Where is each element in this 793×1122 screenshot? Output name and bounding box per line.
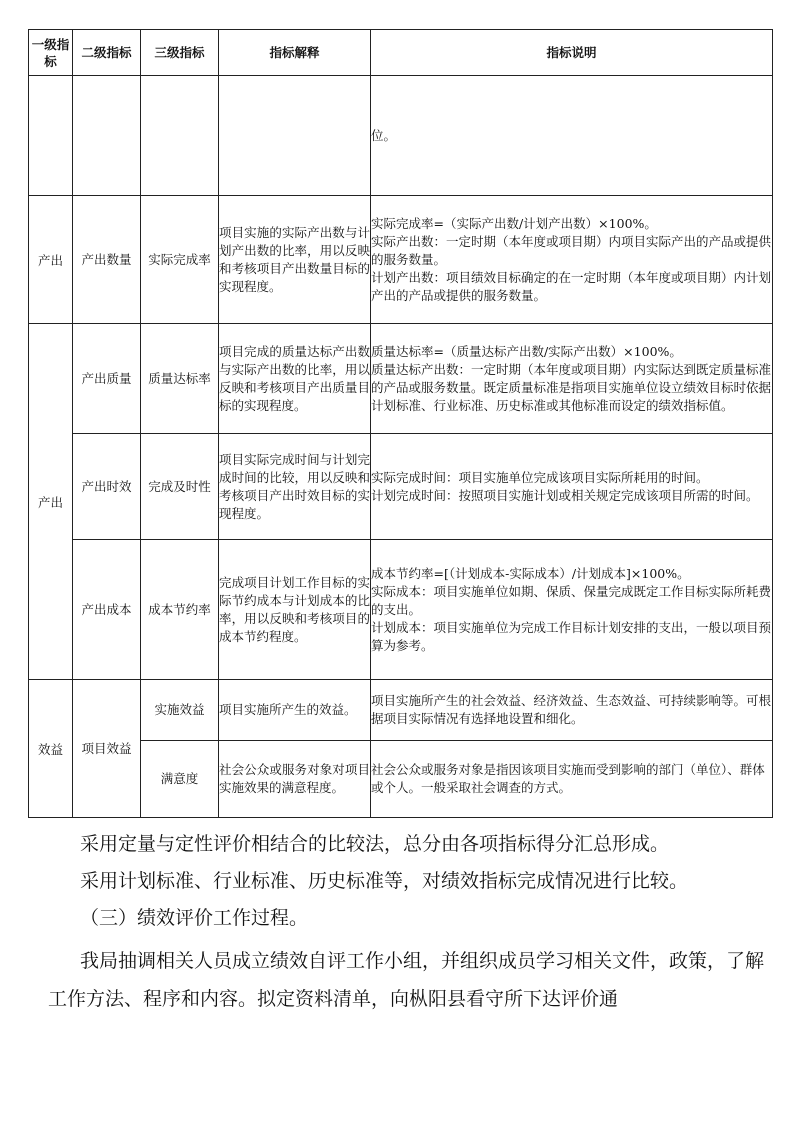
notes-cell — [371, 434, 773, 540]
note-line: 计划产出数：项目绩效目标确定的在一定时期（本年度或项目期）内计划产出的产品或提供的服务数量。 — [371, 269, 772, 303]
paragraph: 采用计划标准、行业标准、历史标准等，对绩效指标完成情况进行比较。 — [80, 870, 689, 892]
table-row — [29, 324, 773, 434]
indicator-table — [28, 29, 773, 818]
explanation-cell: 项目实施的实际产出数与计划产出数的比率，用以反映和考核项目产出数量目标的实现程度。 — [219, 196, 371, 324]
note-line: 质量达标率=（质量达标产出数/实际产出数）×100%。 — [371, 343, 682, 359]
empty-cell — [73, 76, 141, 196]
note-line: 项目实施所产生的社会效益、经济效益、生态效益、可持续影响等。可根据项目实际情况有选择地设置和细化。 — [371, 693, 772, 726]
table-header-row — [29, 30, 773, 76]
note-line: 社会公众或服务对象是指因该项目实施而受到影响的部门（单位）、群体或个人。一般采取社会调查的方式。 — [371, 762, 765, 795]
explanation-cell: 社会公众或服务对象对项目实施效果的满意程度。 — [219, 741, 371, 818]
note-line: 实际完成时间：项目实施单位完成该项目实际所耗用的时间。 — [371, 469, 709, 485]
empty-cell — [219, 76, 371, 196]
table-row — [29, 741, 773, 818]
level3-cell: 满意度 — [141, 741, 219, 818]
notes-cell — [371, 540, 773, 680]
header-level1: 一级指标 — [29, 30, 73, 76]
paragraph: 采用定量与定性评价相结合的比较法，总分由各项指标得分汇总形成。 — [80, 833, 670, 855]
level3-cell: 实际完成率 — [141, 196, 219, 324]
table-row — [29, 434, 773, 540]
explanation-cell: 项目实际完成时间与计划完成时间的比较，用以反映和考核项目产出时效目标的实现程度。 — [219, 434, 371, 540]
empty-cell — [29, 76, 73, 196]
explanation-cell: 项目完成的质量达标产出数与实际产出数的比率，用以反映和考核项目产出质量目标的实现程度。 — [219, 324, 371, 434]
note-line: 成本节约率=[（计划成本-实际成本）/计划成本]×100%。 — [371, 565, 690, 581]
level2-cell: 产出成本 — [73, 540, 141, 680]
table-row — [29, 680, 773, 741]
level2-cell: 产出时效 — [73, 434, 141, 540]
level2-cell: 产出质量 — [73, 324, 141, 434]
notes-cell — [371, 680, 773, 741]
header-level3: 三级指标 — [141, 30, 219, 76]
note-line: 实际完成率=（实际产出数/计划产出数）×100%。 — [371, 215, 657, 231]
empty-cell — [141, 76, 219, 196]
header-explanation: 指标解释 — [219, 30, 371, 76]
level1-cell: 产出 — [29, 324, 73, 680]
notes-cell — [371, 196, 773, 324]
note-line: 计划成本：项目实施单位为完成工作目标计划安排的支出，一般以项目预算为参考。 — [371, 619, 772, 653]
level1-cell: 效益 — [29, 680, 73, 818]
header-notes: 指标说明 — [371, 30, 773, 76]
paragraph: 我局抽调相关人员成立绩效自评工作小组，并组织成员学习相关文件，政策，了解工作方法、程序和内容。拟定资料清单，向枞阳县看守所下达评价通 — [48, 950, 765, 1010]
level3-cell: 质量达标率 — [141, 324, 219, 434]
table-row — [29, 540, 773, 680]
note-line: 质量达标产出数：一定时期（本年度或项目期）内实际达到既定质量标准的产品或服务数量。既定质量标准是指项目实施单位设立绩效目标时依据计划标准、行业标准、历史标准或其他标准而设定的绩效指标值。 — [371, 361, 772, 413]
explanation-cell: 完成项目计划工作目标的实际节约成本与计划成本的比率，用以反映和考核项目的成本节约程度。 — [219, 540, 371, 680]
body-text — [48, 828, 773, 1018]
header-level2: 二级指标 — [73, 30, 141, 76]
level3-cell: 完成及时性 — [141, 434, 219, 540]
level2-cell: 项目效益 — [73, 680, 141, 818]
note-line: 计划完成时间：按照项目实施计划或相关规定完成该项目所需的时间。 — [371, 487, 759, 503]
table-row-continuation — [29, 76, 773, 196]
note-line: 实际产出数：一定时期（本年度或项目期）内项目实际产出的产品或提供的服务数量。 — [371, 233, 772, 267]
explanation-cell: 项目实施所产生的效益。 — [219, 680, 371, 741]
notes-cell — [371, 741, 773, 818]
note-line: 实际成本：项目实施单位如期、保质、保量完成既定工作目标实际所耗费的支出。 — [371, 583, 772, 617]
notes-cell — [371, 324, 773, 434]
level3-cell: 成本节约率 — [141, 540, 219, 680]
section-heading: （三）绩效评价工作过程。 — [80, 907, 309, 929]
level1-cell: 产出 — [29, 196, 73, 324]
table-row — [29, 196, 773, 324]
level3-cell: 实施效益 — [141, 680, 219, 741]
continuation-cell: 位。 — [371, 76, 773, 196]
level2-cell: 产出数量 — [73, 196, 141, 324]
